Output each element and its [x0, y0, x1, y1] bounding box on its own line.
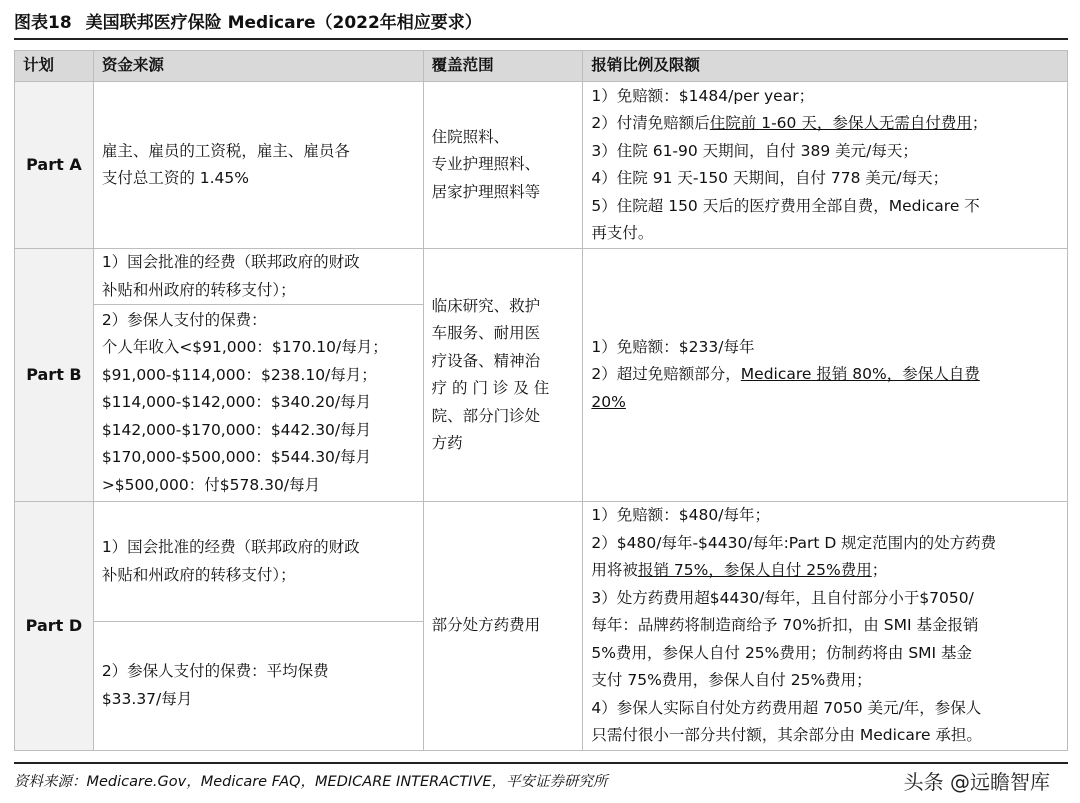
text-line	[591, 389, 1059, 417]
table-row-part-a	[15, 82, 1068, 249]
underlined-text: 20%	[591, 392, 626, 411]
text-line: $114,000-$142,000：$340.20/每月	[101, 393, 372, 412]
reimbursement-cell	[583, 82, 1068, 249]
text-line: 1）国会批准的经费（联邦政府的财政	[101, 253, 360, 271]
text-line: 临床研究、救护	[431, 296, 541, 315]
text-line: 3）住院 61-90 天期间，自付 389 美元/每天；	[591, 141, 918, 160]
underlined-text: Medicare 报销 80%，参保人自费	[740, 365, 980, 384]
text-line: 疗 的 门 诊 及 住	[431, 379, 550, 397]
text-line: 雇主、雇员的工资税，雇主、雇员各	[101, 141, 350, 160]
text-line: >$500,000：付$578.30/每月	[101, 475, 321, 494]
text-line: 方药	[431, 434, 463, 452]
figure-caption: 美国联邦医疗保险 Medicare（2022年相应要求）	[85, 13, 482, 33]
text-line: 5%费用，参保人自付 25%费用；仿制药将由 SMI 基金	[591, 643, 973, 662]
text-line: 疗设备、精神治	[431, 351, 541, 370]
text-fragment: 2）付清免赔额后	[591, 114, 710, 132]
text-line: 个人年收入<$91,000：$170.10/每月；	[101, 338, 388, 357]
text-line: $91,000-$114,000：$238.10/每月；	[101, 365, 377, 384]
text-line: 支付总工资的 1.45%	[101, 169, 249, 187]
text-line: 再支付。	[591, 224, 654, 242]
text-line: 1）国会批准的经费（联邦政府的财政	[101, 538, 360, 557]
text-line: 只需付很小一部分共付额，其余部分由 Medicare 承担。	[591, 726, 982, 744]
text-fragment: ；	[871, 561, 888, 579]
coverage-cell	[423, 249, 583, 502]
text-line: 院、部分门诊处	[431, 406, 541, 425]
table-row-part-b	[15, 249, 1068, 305]
text-line: 5）住院超 150 天后的医疗费用全部自费，Medicare 不	[591, 196, 980, 215]
header-funding-source: 资金来源	[93, 51, 423, 82]
reimbursement-cell	[583, 502, 1068, 751]
text-line: 补贴和州政府的转移支付）；	[101, 280, 296, 299]
watermark: 头条 @远瞻智库	[903, 770, 1050, 794]
funding-source-cell	[93, 622, 423, 750]
text-line: $170,000-$500,000：$544.30/每月	[101, 448, 372, 467]
text-fragment: ；	[971, 114, 988, 132]
table-row-part-d	[15, 502, 1068, 622]
header-coverage: 覆盖范围	[423, 51, 583, 82]
text-line: 专业护理照料、	[431, 155, 541, 174]
text-line: 3）处方药费用超$4430/每年，且自付部分小于$7050/	[591, 588, 974, 607]
text-line: 住院照料、	[431, 127, 510, 146]
text-line: 2）$480/每年-$4430/每年:Part D 规定范围内的处方药费	[591, 533, 997, 552]
text-fragment: 用将被	[591, 561, 638, 579]
text-line: 4）住院 91 天-150 天期间，自付 778 美元/每天；	[591, 169, 949, 187]
header-reimbursement: 报销比例及限额	[583, 51, 1068, 82]
text-line	[591, 557, 1059, 585]
source-footer	[14, 762, 1068, 802]
medicare-table	[14, 50, 1068, 751]
text-line: 每年：品牌药将制造商给予 70%折扣，由 SMI 基金报销	[591, 616, 979, 634]
text-line	[591, 361, 1059, 389]
text-line: 补贴和州政府的转移支付）；	[101, 565, 296, 584]
table-header-row	[15, 51, 1068, 82]
text-line: $33.37/每月	[101, 689, 193, 708]
source-note: 资料来源：Medicare.Gov，Medicare FAQ，MEDICARE INTERACTIVE，平安证券研究所	[14, 774, 608, 790]
funding-source-cell	[93, 82, 423, 249]
text-line: 支付 75%费用，参保人自付 25%费用；	[591, 671, 872, 689]
text-line: 4）参保人实际自付处方药费用超 7050 美元/年，参保人	[591, 698, 982, 717]
text-fragment: 2）超过免赔额部分，	[591, 365, 741, 384]
reimbursement-cell	[583, 249, 1068, 502]
text-line: 1）免赔额：$480/每年；	[591, 506, 770, 524]
funding-source-cell	[93, 502, 423, 622]
text-line	[591, 110, 1059, 138]
coverage-cell	[423, 82, 583, 249]
text-line: 1）免赔额：$1484/per year；	[591, 86, 815, 105]
coverage-cell	[423, 502, 583, 751]
text-line: 居家护理照料等	[431, 182, 541, 201]
text-line: 1）免赔额：$233/每年	[591, 337, 755, 356]
text-line: 车服务、耐用医	[431, 324, 541, 342]
funding-source-cell	[93, 249, 423, 305]
text-line: 2）参保人支付的保费：平均保费	[101, 662, 329, 681]
plan-name: Part B	[15, 249, 94, 502]
figure-title	[14, 8, 1068, 40]
header-plan: 计划	[15, 51, 94, 82]
plan-name: Part D	[15, 502, 94, 751]
text-line: 部分处方药费用	[431, 616, 541, 634]
underlined-text: 报销 75%，参保人自付 25%费用	[637, 561, 872, 579]
text-line: $142,000-$170,000：$442.30/每月	[101, 420, 372, 439]
text-line: 2）参保人支付的保费：	[101, 310, 267, 329]
plan-name: Part A	[15, 82, 94, 249]
underlined-text: 住院前 1-60 天，参保人无需自付费用	[709, 114, 972, 132]
funding-source-cell	[93, 305, 423, 502]
figure-number: 图表18	[14, 13, 72, 33]
